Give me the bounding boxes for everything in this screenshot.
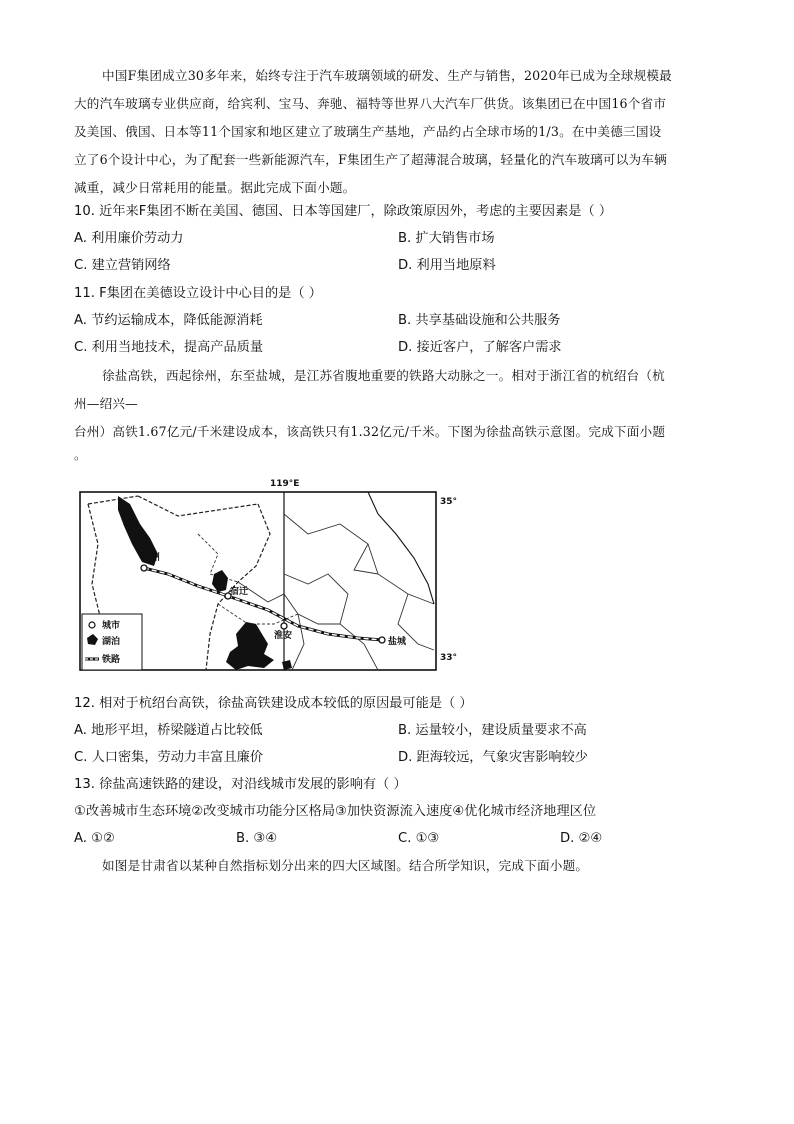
q11-option-c[interactable]: C. 利用当地技术，提高产品质量 (74, 340, 264, 355)
q13-option-c[interactable]: C. ①③ (398, 831, 440, 846)
coastline (368, 492, 434, 604)
q13-option-a[interactable]: A. ①② (74, 831, 115, 846)
q11-option-d[interactable]: D. 接近客户，了解客户需求 (398, 340, 562, 355)
q10-option-b[interactable]: B. 扩大销售市场 (398, 231, 495, 246)
question-12-stem: 12. 相对于杭绍台高铁，徐盐高铁建设成本较低的原因最可能是（ ） (74, 696, 473, 711)
legend-city-label: 城市 (102, 621, 121, 631)
city-yancheng-marker (379, 637, 385, 643)
q12-option-a[interactable]: A. 地形平坦，桥梁隧道占比较低 (74, 723, 263, 738)
legend-city-icon (89, 622, 95, 628)
passage-line: 台州）高铁1.67亿元/千米建设成本，该高铁只有1.32亿元/千米。下图为徐盐高铁示意图。完成下面小题 (74, 424, 666, 439)
question-13-stem: 13. 徐盐高速铁路的建设，对沿线城市发展的影响有（ ） (74, 777, 407, 792)
passage-gansu (74, 852, 722, 880)
passage-line: 中国F集团成立30多年来，始终专注于汽车玻璃领域的研发、生产与销售，2020年已成为全球规模最 (102, 68, 672, 83)
meridian-label: 119°E (270, 479, 300, 489)
passage-line: 。 (74, 447, 87, 462)
legend-railway-label: 铁路 (102, 655, 121, 665)
lake-luoma (212, 570, 228, 592)
city-yancheng-label: 盐城 (388, 637, 407, 647)
city-suqian-label: 宿迁 (230, 587, 249, 597)
passage-line: 徐盐高铁，西起徐州，东至盐城，是江苏省腹地重要的铁路大动脉之一。相对于浙江省的杭绍台（杭 (102, 368, 665, 383)
passage-xuyan-railway (74, 362, 722, 464)
question-10-stem: 10. 近年来F集团不断在美国、德国、日本等国建厂，除政策原因外，考虑的主要因素是（ ） (74, 204, 613, 219)
question-13-items: ①改善城市生态环境②改变城市功能分区格局③加快资源流入速度④优化城市经济地理区位 (74, 804, 597, 819)
city-boundary (284, 514, 434, 604)
city-huaian-marker (281, 623, 287, 629)
latitude-35-label: 35° (440, 497, 458, 507)
map-legend (82, 614, 142, 670)
passage-line: 如图是甘肃省以某种自然指标划分出来的四大区域图。结合所学知识，完成下面小题。 (102, 858, 589, 873)
latitude-33-label: 33° (440, 653, 458, 663)
passage-line: 减重，减少日常耗用的能量。据此完成下面小题。 (74, 180, 356, 195)
passage-f-group (74, 62, 722, 202)
passage-line: 州—绍兴— (74, 396, 138, 411)
city-xuzhou-marker (141, 565, 147, 571)
city-huaian-label: 淮安 (274, 631, 293, 641)
passage-line: 及美国、俄国、日本等11个国家和地区建立了玻璃生产基地，产品约占全球市场的1/3。在中美德三国设 (74, 124, 662, 139)
city-xuzhou-label: 徐州 (142, 553, 161, 563)
question-11-stem: 11. F集团在美德设立设计中心目的是（ ） (74, 286, 322, 301)
lake-hongze (226, 622, 274, 670)
legend-lake-label: 湖泊 (102, 637, 121, 647)
q10-option-a[interactable]: A. 利用廉价劳动力 (74, 231, 184, 246)
passage-line: 大的汽车玻璃专业供应商，给宾利、宝马、奔驰、福特等世界八大汽车厂供货。该集团已在中国16个省市 (74, 96, 667, 111)
q11-option-b[interactable]: B. 共享基础设施和公共服务 (398, 313, 561, 328)
q13-option-b[interactable]: B. ③④ (236, 831, 278, 846)
passage-line: 立了6个设计中心，为了配套一些新能源汽车，F集团生产了超薄混合玻璃，轻量化的汽车玻璃可以为车辆 (74, 152, 667, 167)
q10-option-c[interactable]: C. 建立营销网络 (74, 258, 171, 273)
q12-option-b[interactable]: B. 运量较小，建设质量要求不高 (398, 723, 587, 738)
q12-option-d[interactable]: D. 距海较远，气象灾害影响较少 (398, 750, 588, 765)
q11-option-a[interactable]: A. 节约运输成本，降低能源消耗 (74, 313, 263, 328)
q10-option-d[interactable]: D. 利用当地原料 (398, 258, 496, 273)
xuyan-railway-map (78, 474, 460, 682)
q12-option-c[interactable]: C. 人口密集，劳动力丰富且廉价 (74, 750, 264, 765)
q13-option-d[interactable]: D. ②④ (560, 831, 603, 846)
